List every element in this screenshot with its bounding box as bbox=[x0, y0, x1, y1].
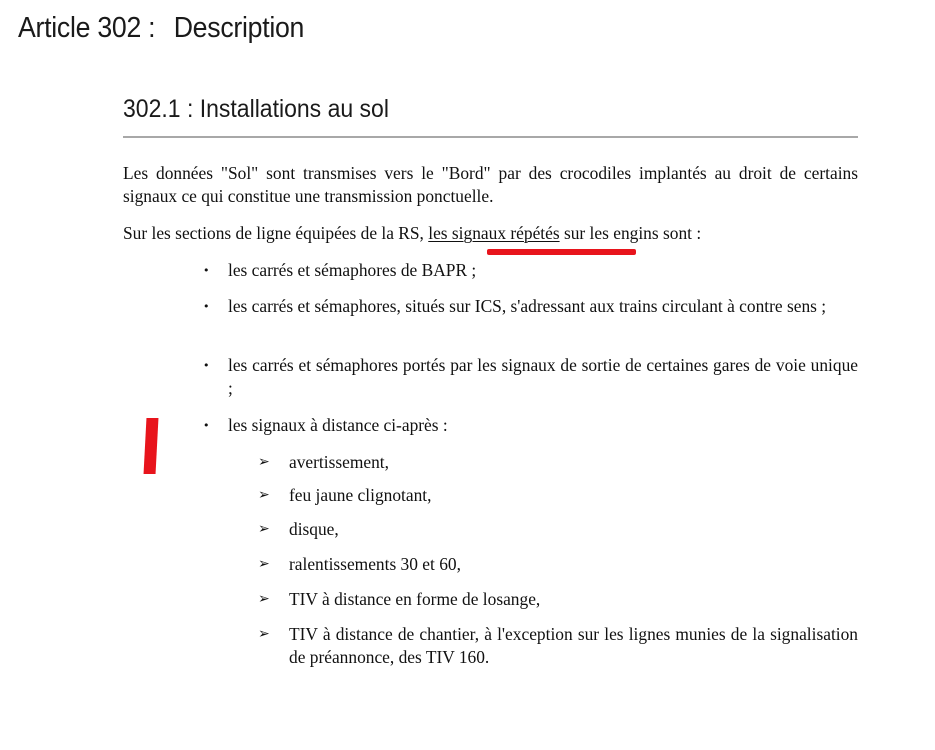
intro-paragraph: Les données "Sol" sont transmises vers le "Bord" par des crocodiles implantés au droit de certains signaux ce qui constitue une transmission ponctuelle. bbox=[123, 163, 858, 206]
signals-paragraph-end: sur les engins sont : bbox=[559, 223, 702, 243]
arrow-bullet-icon: ➢ bbox=[258, 454, 270, 470]
bullet-icon: • bbox=[203, 300, 210, 313]
sub-list-text: ralentissements 30 et 60, bbox=[289, 554, 461, 574]
repeated-signals-phrase: les signaux répétés bbox=[428, 223, 560, 243]
arrow-bullet-icon: ➢ bbox=[258, 521, 270, 537]
bullet-icon: • bbox=[203, 264, 210, 277]
signals-paragraph-start: Sur les sections de ligne équipées de la RS, bbox=[123, 223, 429, 243]
red-highlight-underline bbox=[487, 249, 636, 255]
bullet-text: les carrés et sémaphores de BAPR ; bbox=[228, 260, 477, 280]
arrow-bullet-icon: ➢ bbox=[258, 591, 270, 607]
signals-paragraph bbox=[123, 222, 858, 245]
sub-list-text: TIV à distance de chantier, à l'exception sur les lignes munies de la signalisation de préannonce, des TIV 160. bbox=[289, 624, 858, 667]
arrow-bullet-icon: ➢ bbox=[258, 626, 270, 642]
sub-list-text: disque, bbox=[289, 519, 339, 539]
sub-list-text: avertissement, bbox=[289, 452, 389, 472]
bullet-icon: • bbox=[203, 359, 210, 372]
bullet-icon: • bbox=[203, 419, 210, 432]
sub-list-text: TIV à distance en forme de losange, bbox=[289, 589, 541, 609]
article-number: Article 302 : bbox=[18, 12, 156, 44]
article-heading bbox=[18, 12, 304, 45]
bullet-text: les carrés et sémaphores portés par les signaux de sortie de certaines gares de voie unique ; bbox=[228, 355, 858, 398]
section-title: 302.1 : Installations au sol bbox=[123, 95, 389, 123]
bullet-text: les signaux à distance ci-après : bbox=[228, 415, 448, 435]
section-divider bbox=[123, 136, 858, 138]
article-title: Description bbox=[173, 12, 305, 44]
bullet-text: les carrés et sémaphores, situés sur ICS, s'adressant aux trains circulant à contre sens ; bbox=[228, 296, 827, 316]
arrow-bullet-icon: ➢ bbox=[258, 556, 270, 572]
revision-mark-bar bbox=[144, 418, 159, 474]
sub-list-text: feu jaune clignotant, bbox=[289, 485, 432, 505]
arrow-bullet-icon: ➢ bbox=[258, 487, 270, 503]
